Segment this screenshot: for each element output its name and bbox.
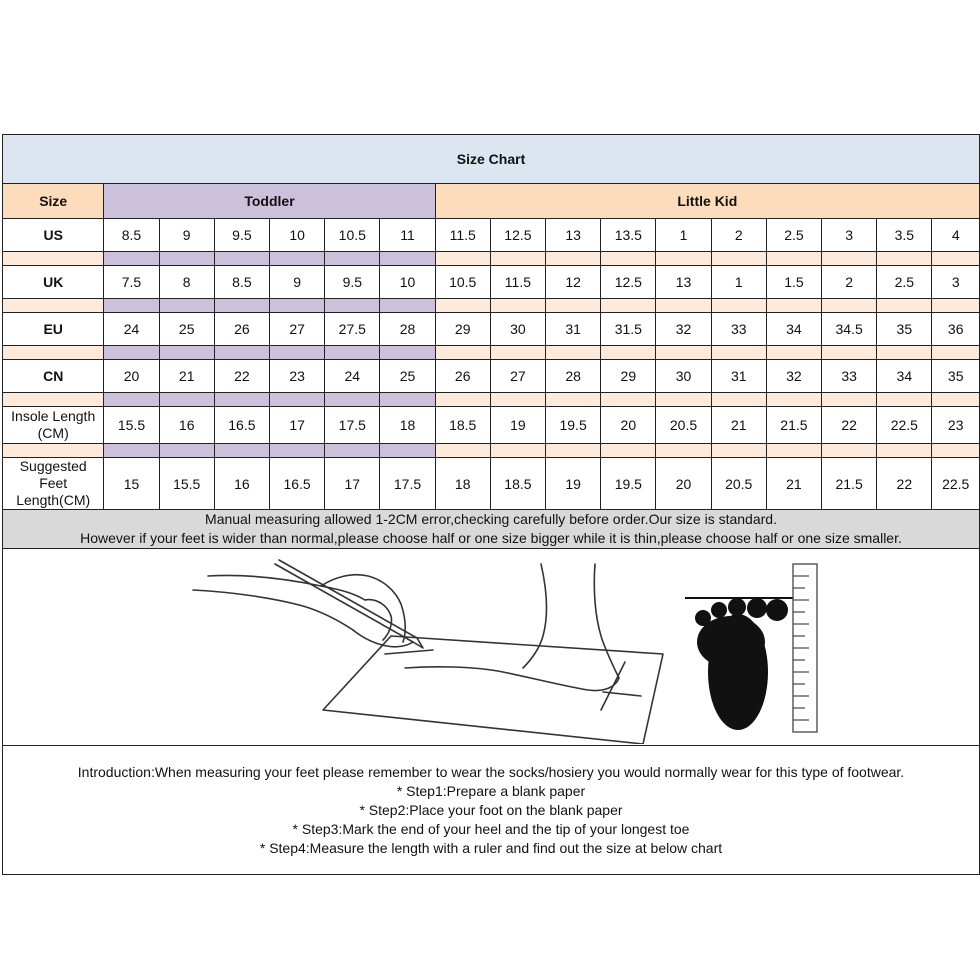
spacer-cell bbox=[601, 393, 656, 407]
size-value-cell: 22 bbox=[822, 407, 877, 444]
size-value-cell: 8 bbox=[159, 266, 214, 299]
size-value-cell: 27 bbox=[490, 360, 545, 393]
size-value-cell: 21 bbox=[711, 407, 766, 444]
size-value-cell: 31.5 bbox=[601, 313, 656, 346]
size-value-cell: 12.5 bbox=[490, 219, 545, 252]
spacer-cell bbox=[214, 252, 269, 266]
spacer-cell bbox=[435, 299, 490, 313]
size-value-cell: 33 bbox=[822, 360, 877, 393]
spacer-cell bbox=[766, 299, 821, 313]
size-value-cell: 32 bbox=[656, 313, 711, 346]
spacer-cell bbox=[104, 299, 159, 313]
size-value-cell: 4 bbox=[932, 219, 980, 252]
row-label: EU bbox=[3, 313, 104, 346]
step-1: * Step1:Prepare a blank paper bbox=[396, 782, 586, 799]
size-value-cell: 19.5 bbox=[601, 458, 656, 510]
spacer-cell bbox=[325, 346, 380, 360]
spacer-row bbox=[3, 252, 980, 266]
row-label: UK bbox=[3, 266, 104, 299]
size-value-cell: 21.5 bbox=[822, 458, 877, 510]
spacer-cell bbox=[822, 252, 877, 266]
spacer-cell bbox=[766, 252, 821, 266]
size-value-cell: 10.5 bbox=[325, 219, 380, 252]
spacer-cell bbox=[766, 393, 821, 407]
size-value-cell: 17.5 bbox=[325, 407, 380, 444]
size-value-cell: 32 bbox=[766, 360, 821, 393]
row-label-line-1: Insole Length bbox=[11, 408, 96, 424]
size-value-cell: 15 bbox=[104, 458, 159, 510]
spacer-cell bbox=[325, 299, 380, 313]
spacer-cell bbox=[380, 252, 435, 266]
size-value-cell: 2.5 bbox=[766, 219, 821, 252]
size-value-cell: 18.5 bbox=[435, 407, 490, 444]
size-value-cell: 27.5 bbox=[325, 313, 380, 346]
size-value-cell: 20.5 bbox=[711, 458, 766, 510]
spacer-row bbox=[3, 299, 980, 313]
size-value-cell: 36 bbox=[932, 313, 980, 346]
size-value-cell: 2 bbox=[711, 219, 766, 252]
size-value-cell: 18 bbox=[380, 407, 435, 444]
size-value-cell: 11 bbox=[380, 219, 435, 252]
size-value-cell: 16.5 bbox=[214, 407, 269, 444]
size-value-cell: 19 bbox=[546, 458, 601, 510]
size-value-cell: 23 bbox=[932, 407, 980, 444]
row-label-line-2: Feet Length(CM) bbox=[16, 475, 91, 508]
size-value-cell: 9.5 bbox=[214, 219, 269, 252]
spacer-cell bbox=[270, 393, 325, 407]
spacer-cell bbox=[601, 346, 656, 360]
spacer-cell bbox=[380, 299, 435, 313]
spacer-cell bbox=[325, 444, 380, 458]
size-value-cell: 22.5 bbox=[932, 458, 980, 510]
spacer-cell bbox=[325, 393, 380, 407]
spacer-cell bbox=[822, 299, 877, 313]
spacer-cell bbox=[656, 252, 711, 266]
size-value-cell: 19 bbox=[490, 407, 545, 444]
size-value-cell: 31 bbox=[711, 360, 766, 393]
size-value-cell: 10 bbox=[380, 266, 435, 299]
spacer-cell bbox=[159, 299, 214, 313]
size-value-cell: 2.5 bbox=[877, 266, 932, 299]
size-value-cell: 3 bbox=[932, 266, 980, 299]
size-table bbox=[2, 134, 980, 875]
spacer-cell bbox=[656, 393, 711, 407]
size-value-cell: 8.5 bbox=[214, 266, 269, 299]
spacer-cell bbox=[270, 299, 325, 313]
spacer-cell bbox=[380, 444, 435, 458]
row-label-line-1: Suggested bbox=[19, 458, 87, 474]
spacer-cell bbox=[490, 393, 545, 407]
spacer-cell bbox=[711, 346, 766, 360]
size-value-cell: 8.5 bbox=[104, 219, 159, 252]
size-value-cell: 33 bbox=[711, 313, 766, 346]
spacer-cell bbox=[159, 252, 214, 266]
spacer-cell bbox=[711, 299, 766, 313]
size-value-cell: 29 bbox=[601, 360, 656, 393]
size-value-cell: 25 bbox=[159, 313, 214, 346]
size-value-cell: 1 bbox=[656, 219, 711, 252]
spacer-cell bbox=[656, 444, 711, 458]
spacer-cell bbox=[490, 299, 545, 313]
size-value-cell: 17 bbox=[270, 407, 325, 444]
size-value-cell: 9 bbox=[270, 266, 325, 299]
spacer-cell bbox=[877, 252, 932, 266]
spacer-cell bbox=[435, 346, 490, 360]
spacer-cell bbox=[3, 299, 104, 313]
note-line-1: Manual measuring allowed 1-2CM error,checking carefully before order.Our size is standard. bbox=[205, 511, 777, 527]
spacer-cell bbox=[932, 346, 980, 360]
size-value-cell: 22 bbox=[877, 458, 932, 510]
size-value-cell: 10 bbox=[270, 219, 325, 252]
spacer-cell bbox=[601, 252, 656, 266]
spacer-cell bbox=[711, 393, 766, 407]
size-value-cell: 3.5 bbox=[877, 219, 932, 252]
spacer-cell bbox=[3, 444, 104, 458]
size-value-cell: 16 bbox=[159, 407, 214, 444]
spacer-cell bbox=[214, 299, 269, 313]
size-value-cell: 22.5 bbox=[877, 407, 932, 444]
spacer-cell bbox=[656, 346, 711, 360]
spacer-cell bbox=[104, 444, 159, 458]
size-value-cell: 13.5 bbox=[601, 219, 656, 252]
measuring-note bbox=[3, 510, 980, 549]
spacer-cell bbox=[435, 252, 490, 266]
size-value-cell: 20.5 bbox=[656, 407, 711, 444]
size-row bbox=[3, 407, 980, 444]
size-value-cell: 30 bbox=[490, 313, 545, 346]
spacer-cell bbox=[214, 346, 269, 360]
size-value-cell: 9 bbox=[159, 219, 214, 252]
size-value-cell: 7.5 bbox=[104, 266, 159, 299]
spacer-cell bbox=[270, 346, 325, 360]
chart-title: Size Chart bbox=[3, 135, 980, 184]
step-2: * Step2:Place your foot on the blank paper bbox=[359, 801, 623, 818]
spacer-cell bbox=[877, 346, 932, 360]
size-row bbox=[3, 266, 980, 299]
size-value-cell: 18 bbox=[435, 458, 490, 510]
spacer-cell bbox=[656, 299, 711, 313]
spacer-cell bbox=[159, 346, 214, 360]
size-value-cell: 34 bbox=[766, 313, 821, 346]
size-value-cell: 34 bbox=[877, 360, 932, 393]
spacer-cell bbox=[932, 299, 980, 313]
spacer-cell bbox=[490, 252, 545, 266]
size-value-cell: 19.5 bbox=[546, 407, 601, 444]
size-value-cell: 28 bbox=[546, 360, 601, 393]
size-value-cell: 26 bbox=[214, 313, 269, 346]
size-row bbox=[3, 219, 980, 252]
note-line-2: However if your feet is wider than normal,please choose half or one size bigger while it is thin,please choose half or one size smaller. bbox=[80, 530, 902, 546]
little-kid-header: Little Kid bbox=[435, 184, 979, 219]
spacer-cell bbox=[3, 393, 104, 407]
size-value-cell: 3 bbox=[822, 219, 877, 252]
size-value-cell: 35 bbox=[877, 313, 932, 346]
size-value-cell: 31 bbox=[546, 313, 601, 346]
spacer-cell bbox=[766, 444, 821, 458]
size-value-cell: 11.5 bbox=[435, 219, 490, 252]
spacer-cell bbox=[159, 393, 214, 407]
spacer-cell bbox=[546, 299, 601, 313]
spacer-cell bbox=[546, 444, 601, 458]
row-label bbox=[3, 407, 104, 444]
size-value-cell: 1.5 bbox=[766, 266, 821, 299]
row-label-line-2: (CM) bbox=[37, 425, 69, 441]
size-value-cell: 13 bbox=[546, 219, 601, 252]
size-value-cell: 9.5 bbox=[325, 266, 380, 299]
size-value-cell: 13 bbox=[656, 266, 711, 299]
size-value-cell: 20 bbox=[656, 458, 711, 510]
spacer-cell bbox=[214, 444, 269, 458]
size-value-cell: 35 bbox=[932, 360, 980, 393]
size-value-cell: 17 bbox=[325, 458, 380, 510]
size-value-cell: 10.5 bbox=[435, 266, 490, 299]
size-value-cell: 28 bbox=[380, 313, 435, 346]
size-value-cell: 29 bbox=[435, 313, 490, 346]
step-3: * Step3:Mark the end of your heel and the tip of your longest toe bbox=[292, 820, 690, 837]
spacer-cell bbox=[711, 444, 766, 458]
spacer-cell bbox=[932, 393, 980, 407]
spacer-cell bbox=[822, 346, 877, 360]
spacer-cell bbox=[877, 299, 932, 313]
size-value-cell: 23 bbox=[270, 360, 325, 393]
spacer-cell bbox=[877, 393, 932, 407]
size-value-cell: 2 bbox=[822, 266, 877, 299]
size-value-cell: 15.5 bbox=[104, 407, 159, 444]
hand-drawing-foot-outline-illustration bbox=[3, 550, 979, 744]
spacer-cell bbox=[490, 346, 545, 360]
spacer-cell bbox=[822, 444, 877, 458]
spacer-cell bbox=[601, 299, 656, 313]
size-row bbox=[3, 458, 980, 510]
spacer-cell bbox=[766, 346, 821, 360]
size-value-cell: 26 bbox=[435, 360, 490, 393]
size-value-cell: 11.5 bbox=[490, 266, 545, 299]
step-4: * Step4:Measure the length with a ruler and find out the size at below chart bbox=[259, 839, 723, 856]
intro-text: Introduction:When measuring your feet please remember to wear the socks/hosiery you would normally wear for this type of footwear. bbox=[77, 763, 905, 780]
spacer-cell bbox=[877, 444, 932, 458]
introduction-section bbox=[3, 746, 980, 875]
size-value-cell: 21 bbox=[766, 458, 821, 510]
spacer-row bbox=[3, 346, 980, 360]
spacer-cell bbox=[325, 252, 380, 266]
spacer-cell bbox=[270, 252, 325, 266]
spacer-cell bbox=[932, 252, 980, 266]
spacer-cell bbox=[3, 252, 104, 266]
spacer-cell bbox=[214, 393, 269, 407]
size-row bbox=[3, 360, 980, 393]
row-label: US bbox=[3, 219, 104, 252]
size-value-cell: 30 bbox=[656, 360, 711, 393]
spacer-cell bbox=[822, 393, 877, 407]
size-value-cell: 22 bbox=[214, 360, 269, 393]
size-value-cell: 20 bbox=[104, 360, 159, 393]
spacer-cell bbox=[380, 393, 435, 407]
toddler-header: Toddler bbox=[104, 184, 435, 219]
spacer-cell bbox=[270, 444, 325, 458]
spacer-cell bbox=[104, 346, 159, 360]
size-chart bbox=[2, 134, 980, 875]
spacer-row bbox=[3, 444, 980, 458]
size-value-cell: 12.5 bbox=[601, 266, 656, 299]
size-value-cell: 15.5 bbox=[159, 458, 214, 510]
spacer-cell bbox=[104, 393, 159, 407]
size-value-cell: 24 bbox=[104, 313, 159, 346]
size-value-cell: 34.5 bbox=[822, 313, 877, 346]
spacer-cell bbox=[932, 444, 980, 458]
size-value-cell: 12 bbox=[546, 266, 601, 299]
measuring-illustration bbox=[3, 549, 980, 746]
spacer-cell bbox=[490, 444, 545, 458]
spacer-cell bbox=[546, 346, 601, 360]
size-value-cell: 16 bbox=[214, 458, 269, 510]
size-value-cell: 1 bbox=[711, 266, 766, 299]
size-row bbox=[3, 313, 980, 346]
spacer-cell bbox=[380, 346, 435, 360]
spacer-cell bbox=[104, 252, 159, 266]
spacer-cell bbox=[3, 346, 104, 360]
size-value-cell: 16.5 bbox=[270, 458, 325, 510]
size-value-cell: 21.5 bbox=[766, 407, 821, 444]
row-label bbox=[3, 458, 104, 510]
size-value-cell: 21 bbox=[159, 360, 214, 393]
spacer-cell bbox=[711, 252, 766, 266]
spacer-cell bbox=[435, 444, 490, 458]
size-value-cell: 27 bbox=[270, 313, 325, 346]
spacer-row bbox=[3, 393, 980, 407]
spacer-cell bbox=[159, 444, 214, 458]
size-value-cell: 20 bbox=[601, 407, 656, 444]
size-value-cell: 17.5 bbox=[380, 458, 435, 510]
spacer-cell bbox=[546, 393, 601, 407]
row-label: CN bbox=[3, 360, 104, 393]
footprint-ruler-illustration bbox=[685, 564, 817, 732]
size-value-cell: 25 bbox=[380, 360, 435, 393]
spacer-cell bbox=[546, 252, 601, 266]
spacer-cell bbox=[435, 393, 490, 407]
size-value-cell: 18.5 bbox=[490, 458, 545, 510]
size-value-cell: 24 bbox=[325, 360, 380, 393]
size-header: Size bbox=[3, 184, 104, 219]
spacer-cell bbox=[601, 444, 656, 458]
